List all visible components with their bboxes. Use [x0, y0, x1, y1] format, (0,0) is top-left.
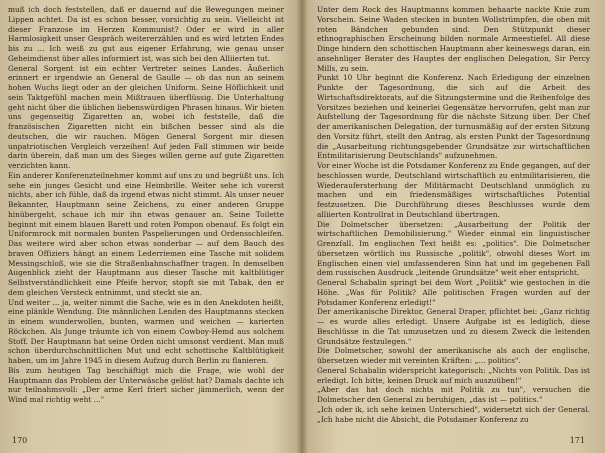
paragraph: Und weiter ... ja, weiter nimmt die Sache, wie es in den Anekdoten heißt, eine plänkle Wendung. Die männlichen Lenden des Hauptmanns stecken in einem wunderwollen, bunten, warmen und weichen — karierten Röckchen. Als Junge träumte ich von einem Cowboy-Hemd aus solchem Stoff. Der Hauptmann hat seine Orden nicht umsonst verdient. Man muß schon überdurchschnittlichen Mut und echt schottische Kaltblütigkeit haben, um im Jahre 1945 in diesem Aufzug durch Berlin zu flanieren.	[8, 297, 284, 365]
paragraph: Ein anderer Konferenzteilnehmer kommt auf uns zu und begrüßt uns. Ich sehe ein junges Gesicht und eine Heimbrille. Weiter sehe ich vorerst nichts, aber ich fühle, daß da irgend etwas nicht stimmt. Als unser neuer Bekannter, Hauptmann seine Zeichens, zu einer anderen Gruppe hinübergeht, schaue ich mir ihn etwas genauer an. Seine Toilette beginnt mit einem blauen Barett und roten Pompon obenauf. Es folgt ein Uniformrock mit normalen bunten Paspelierungen und Ordensschleifen. Das weitere wird aber schon etwas sonderbar — auf dem Bauch des braven Offiziers hängt an einem Lederriemen eine Tasche mit solidem Messingschloß, wie sie die Straßenbahnschaffner tragen. In demselben Augenblick zieht der Hauptmann aus dieser Tasche mit kaltblütiger Selbstverständlichkeit eine Pfeife hervor, stopft sie mit Tabak, den er dem gleichen Versteck entnimmt, und steckt sie an.	[8, 170, 284, 297]
paragraph: „Aber das hat doch nichts mit Politik zu tun", versuchen die Dolmetscher den General zu beruhigen, „das ist — politics."	[317, 385, 590, 404]
right-page	[307, 0, 605, 453]
paragraph: Bis zum heutigen Tag beschäftigt mich die Frage, wie wohl der Hauptmann das Problem der Unterwäsche gelöst hat? Damals dachte ich nur teilnahmsvoll: „Der arme Kerl friert sicher jämmerlich, wenn der Wind mal richtig weht ..."	[8, 365, 284, 404]
paragraph: Punkt 10 Uhr beginnt die Konferenz. Nach Erledigung der einzelnen Punkte der Tagesordnung, die sich auf die Arbeit des Wirtschaftsdirektorats, auf die Sitzungstermine und die Reihenfolge des Vorsitzes beziehen und keinerlei Gegensätze hervorrufen, geht man zur Aufstellung der Tagesordnung für die nächste Sitzung über. Der Chef der amerikanischen Delegation, der turnusmäßig auf der ersten Sitzung den Vorsitz führt, stellt den Antrag, als ersten Punkt der Tagesordnung die „Ausarbeitung richtungsgebender Grundsätze zur wirtschaftlichen Entmilitarisierung Deutschlands" aufzunehmen.	[317, 73, 590, 161]
paragraph: General Schabalin widerspricht kategorisch: „Nichts von Politik. Das ist erledigt. Ich bitte, keinen Druck auf mich auszuüben!"	[317, 365, 590, 385]
paragraph: „Ich oder ik, ich sehe keinen Unterschied", widersetzt sich der General. „Ich habe nicht die Absicht, die Potsdamer Konferenz zu	[317, 404, 590, 424]
book-gutter	[297, 0, 307, 453]
page-number: 171	[569, 436, 585, 445]
paragraph: Die Dolmetscher übersetzen: „Ausarbeitung der Politik der wirtschaftlichen Demobilisierung." Wieder einmal ein linguistischer Grenzfall. Im englischen Text heißt es: „politics". Die Dolmetscher übersetzen wörtlich ins Russische „politik", obwohl dieses Wort im Englischen einen viel umfassenderen Sinn hat und im gegebenen Fall dem russischen Ausdruck „leitende Grundsätze" weit eher entspricht.	[317, 219, 590, 278]
paragraph: General Sorgent ist ein echter Vertreter seines Landes. Äußerlich erinnert er irgendwie an General de Gaulle — ob das nun an seinem hohen Wuchs liegt oder an der gleichen Uniform. Seine Höflichkeit und sein Taktgefühl machen mein Mißtrauen überflüssig. Die Unterhaltung geht nicht über die üblichen liebenswürdigen Phrasen hinaus. Wir bieten uns gegenseitig Zigaretten an, wobei ich feststelle, daß die französischen Zigaretten nicht ein bißchen besser sind als die deutschen, die wir rauchen. Mögen General Sorgent mir diesen unpatriotischen Vergleich verzeihen! Auf jeden Fall stimmen wir beide darin überein, daß man um des Sieges willen gerne auf gute Zigaretten verzichten kann.	[8, 63, 284, 170]
left-page	[0, 0, 298, 453]
right-page-text	[317, 5, 590, 424]
paragraph: Der amerikanische Direktor, General Draper, pflichtet bei: „Ganz richtig — es wurde alles erledigt. Unsere Aufgabe ist es lediglich, diese Beschlüsse in die Tat umzusetzen und zu diesem Zweck die leitenden Grundsätze festzulegen."	[317, 307, 590, 346]
paragraph: Unter dem Rock des Hauptmanns kommen behaarte nackte Knie zum Vorschein. Seine Waden stecken in bunten Wollstrümpfen, die oben mit roten Bändchen gebunden sind. Den Stützpunkt dieser ethnographischen Erscheinung bilden normale Armeestiefel. All diese Dinge hindern den schottischen Hauptmann aber keineswegs daran, ein ansehnliger Berater des Hauptes der englischen Delegation, Sir Percy Mills, zu sein.	[317, 5, 590, 73]
left-page-text	[8, 5, 284, 405]
paragraph: Die Dolmetscher, sowohl der amerikanische als auch der englische, übersetzen wieder mit vereinten Kräften: „... politics".	[317, 346, 590, 365]
paragraph: muß ich doch feststellen, daß er dauernd auf die Bewegungen meiner Lippen achtet. Da ist es schon besser, vorsichtig zu sein. Vielleicht ist dieser Franzose im Herzen Kommunist? Oder er wird in aller Harmlosigkeit unser Gespräch weitererzählen und es wird letzten Endes bis zu ... Ich weiß zu gut aus eigener Erfahrung, wie genau unser Geheimdienst über alles informiert ist, was sich bei den Alliierten tut.	[8, 5, 284, 63]
page-number: 170	[12, 436, 28, 445]
paragraph: Vor einer Woche ist die Potsdamer Konferenz zu Ende gegangen, auf der beschlossen wurde, Deutschland wirtschaftlich zu entmilitarisieren, die Wiederaufersterhung der Militärmacht Deutschland unmöglich zu machen und ein friedensmäßiges wirtschaftliches Potential festzusetzen. Die Durchführung dieses Beschlusses wurde dem alliierten Kontrollrat in Deutschland übertragen.	[317, 161, 590, 219]
paragraph: General Schabalin springt bei dem Wort „Politik" wie gestochen in die Höhe. „Was für Politik? Alle politischen Fragen wurden auf der Potsdamer Konferenz erledigt!"	[317, 278, 590, 307]
